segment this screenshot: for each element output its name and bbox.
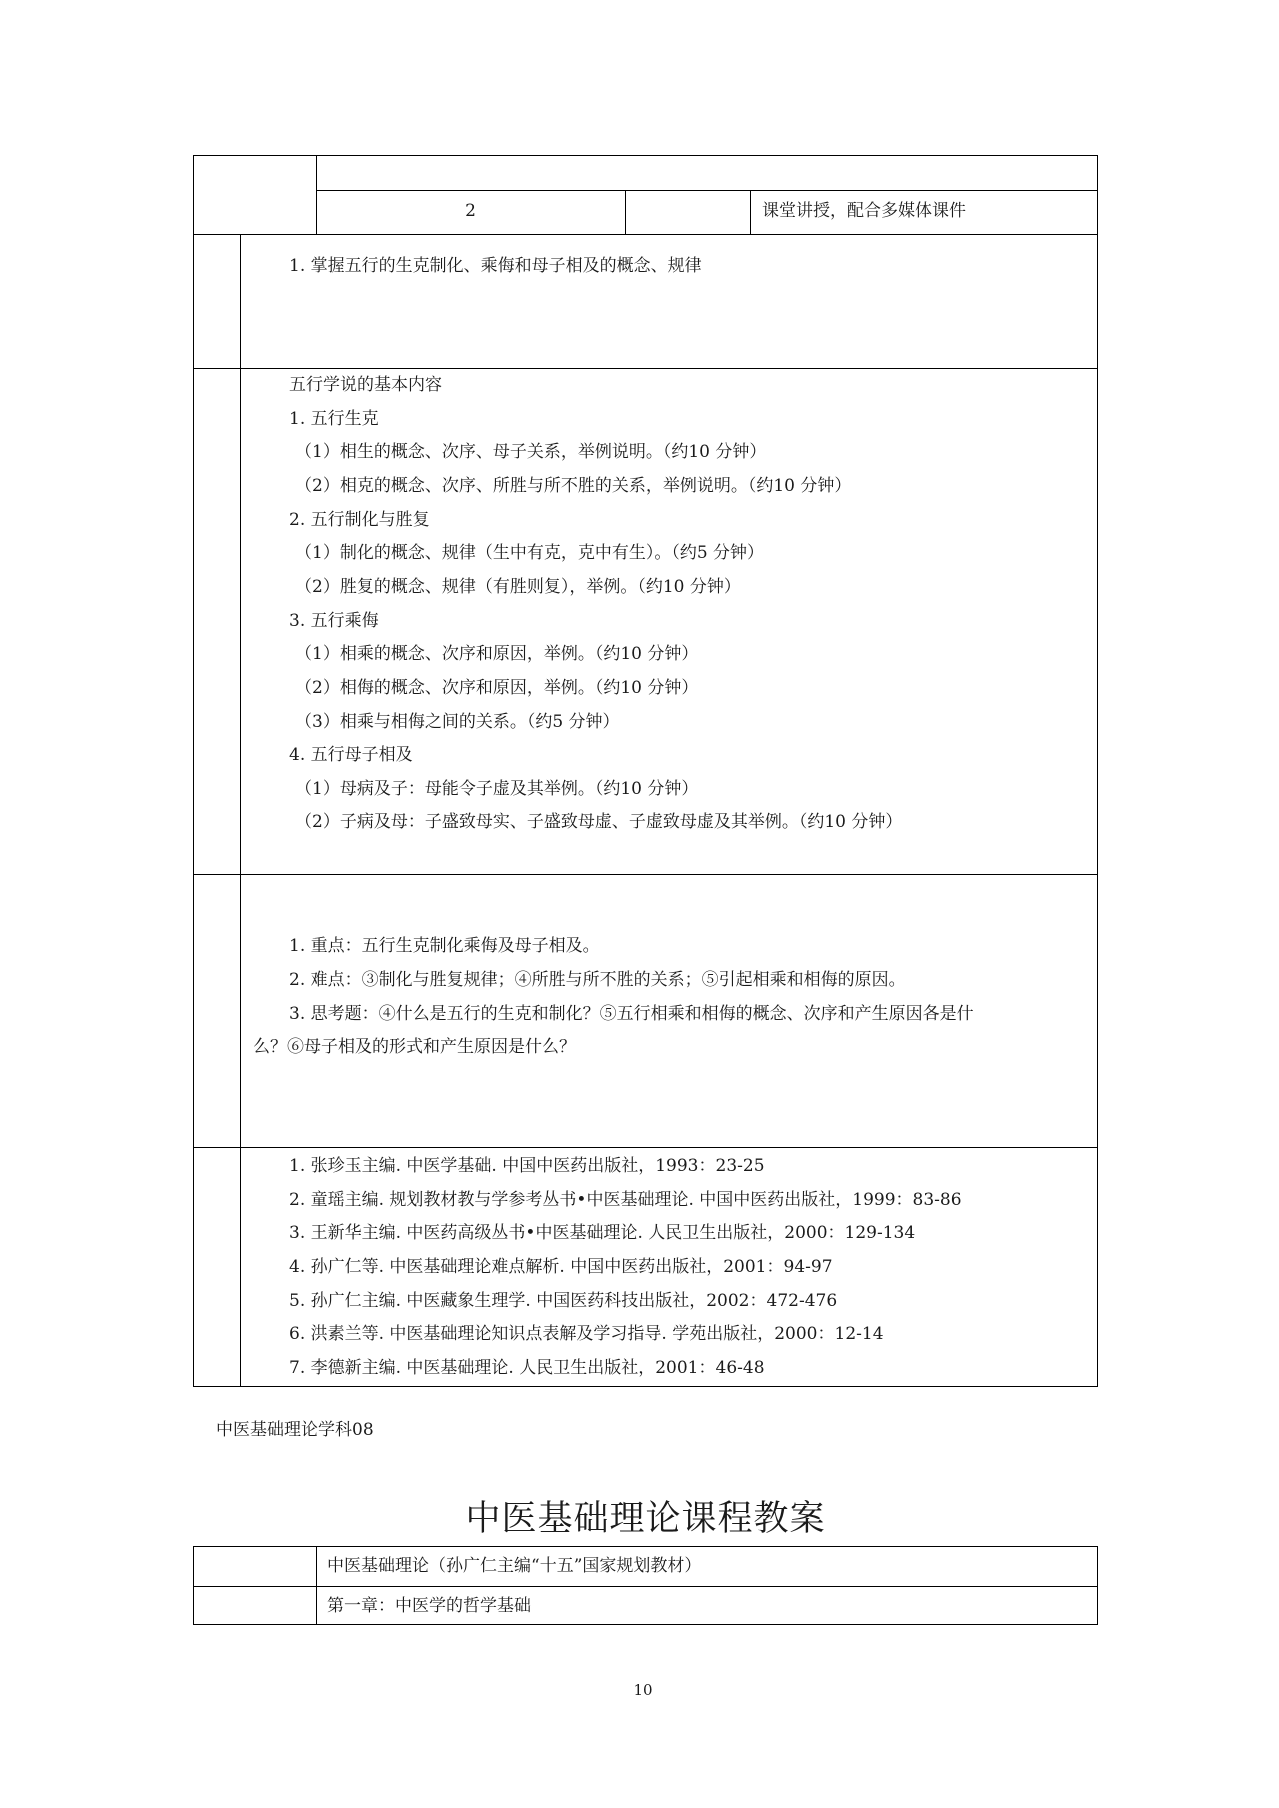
reference-item: 7. 李德新主编. 中医基础理论. 人民卫生出版社，2001：46-48 bbox=[289, 1358, 765, 1378]
department-note: 中医基础理论学科08 bbox=[216, 1420, 374, 1440]
content-line: （2）相侮的概念、次序和原因，举例。（约10 分钟） bbox=[295, 678, 699, 698]
table-rule bbox=[193, 1586, 1098, 1587]
table-rule bbox=[240, 234, 241, 1387]
content-line: 五行学说的基本内容 bbox=[289, 375, 442, 395]
table-rule bbox=[625, 190, 626, 234]
page-number: 10 bbox=[633, 1681, 653, 1699]
content-line: （1）制化的概念、规律（生中有克，克中有生）。（约5 分钟） bbox=[295, 543, 765, 563]
difficult-point: 2. 难点：③制化与胜复规律；④所胜与所不胜的关系；⑤引起相乘和相侮的原因。 bbox=[289, 970, 906, 990]
content-line: （1）相生的概念、次序、母子关系，举例说明。（约10 分钟） bbox=[295, 442, 767, 462]
content-line: （3）相乘与相侮之间的关系。（约5 分钟） bbox=[295, 712, 620, 732]
thinking-question: 3. 思考题：④什么是五行的生克和制化？⑤五行相乘和相侮的概念、次序和产生原因各是什 bbox=[289, 1004, 974, 1024]
reference-item: 3. 王新华主编. 中医药高级丛书•中医基础理论. 人民卫生出版社，2000：129-134 bbox=[289, 1223, 916, 1243]
content-line: 4. 五行母子相及 bbox=[289, 745, 413, 765]
reference-item: 2. 童瑶主编. 规划教材教与学参考丛书•中医基础理论. 中国中医药出版社，1999：83-86 bbox=[289, 1190, 962, 1210]
teaching-method: 课堂讲授，配合多媒体课件 bbox=[762, 201, 966, 221]
content-line: （1）母病及子：母能令子虚及其举例。（约10 分钟） bbox=[295, 779, 699, 799]
table-rule bbox=[316, 1546, 317, 1625]
document-title: 中医基础理论课程教案 bbox=[465, 1499, 826, 1539]
content-line: （2）胜复的概念、规律（有胜则复），举例。（约10 分钟） bbox=[295, 577, 741, 597]
table-rule bbox=[193, 874, 1098, 875]
content-line: 3. 五行乘侮 bbox=[289, 611, 379, 631]
key-point: 1. 重点：五行生克制化乘侮及母子相及。 bbox=[289, 936, 600, 956]
reference-item: 4. 孙广仁等. 中医基础理论难点解析. 中国中医药出版社，2001：94-97 bbox=[289, 1257, 833, 1277]
content-line: 1. 五行生克 bbox=[289, 409, 379, 429]
chapter-value: 第一章：中医学的哲学基础 bbox=[327, 1596, 531, 1616]
table-rule bbox=[193, 368, 1098, 369]
content-line: 2. 五行制化与胜复 bbox=[289, 510, 430, 530]
thinking-question-cont: 么？⑥母子相及的形式和产生原因是什么？ bbox=[253, 1037, 576, 1057]
objective-item: 1. 掌握五行的生克制化、乘侮和母子相及的概念、规律 bbox=[289, 256, 702, 276]
reference-item: 6. 洪素兰等. 中医基础理论知识点表解及学习指导. 学苑出版社，2000：12-14 bbox=[289, 1324, 884, 1344]
table-rule bbox=[316, 190, 1098, 191]
textbook-value: 中医基础理论（孙广仁主编“十五”国家规划教材） bbox=[327, 1556, 702, 1576]
table-rule bbox=[193, 1147, 1098, 1148]
class-hours: 2 bbox=[465, 201, 476, 221]
reference-item: 5. 孙广仁主编. 中医藏象生理学. 中国医药科技出版社，2002：472-476 bbox=[289, 1291, 838, 1311]
table-rule bbox=[193, 234, 1098, 235]
content-line: （2）子病及母：子盛致母实、子盛致母虚、子虚致母虚及其举例。（约10 分钟） bbox=[295, 812, 903, 832]
table-rule bbox=[750, 190, 751, 234]
reference-item: 1. 张珍玉主编. 中医学基础. 中国中医药出版社，1993：23-25 bbox=[289, 1156, 765, 1176]
content-line: （2）相克的概念、次序、所胜与所不胜的关系，举例说明。（约10 分钟） bbox=[295, 476, 852, 496]
content-line: （1）相乘的概念、次序和原因，举例。（约10 分钟） bbox=[295, 644, 699, 664]
